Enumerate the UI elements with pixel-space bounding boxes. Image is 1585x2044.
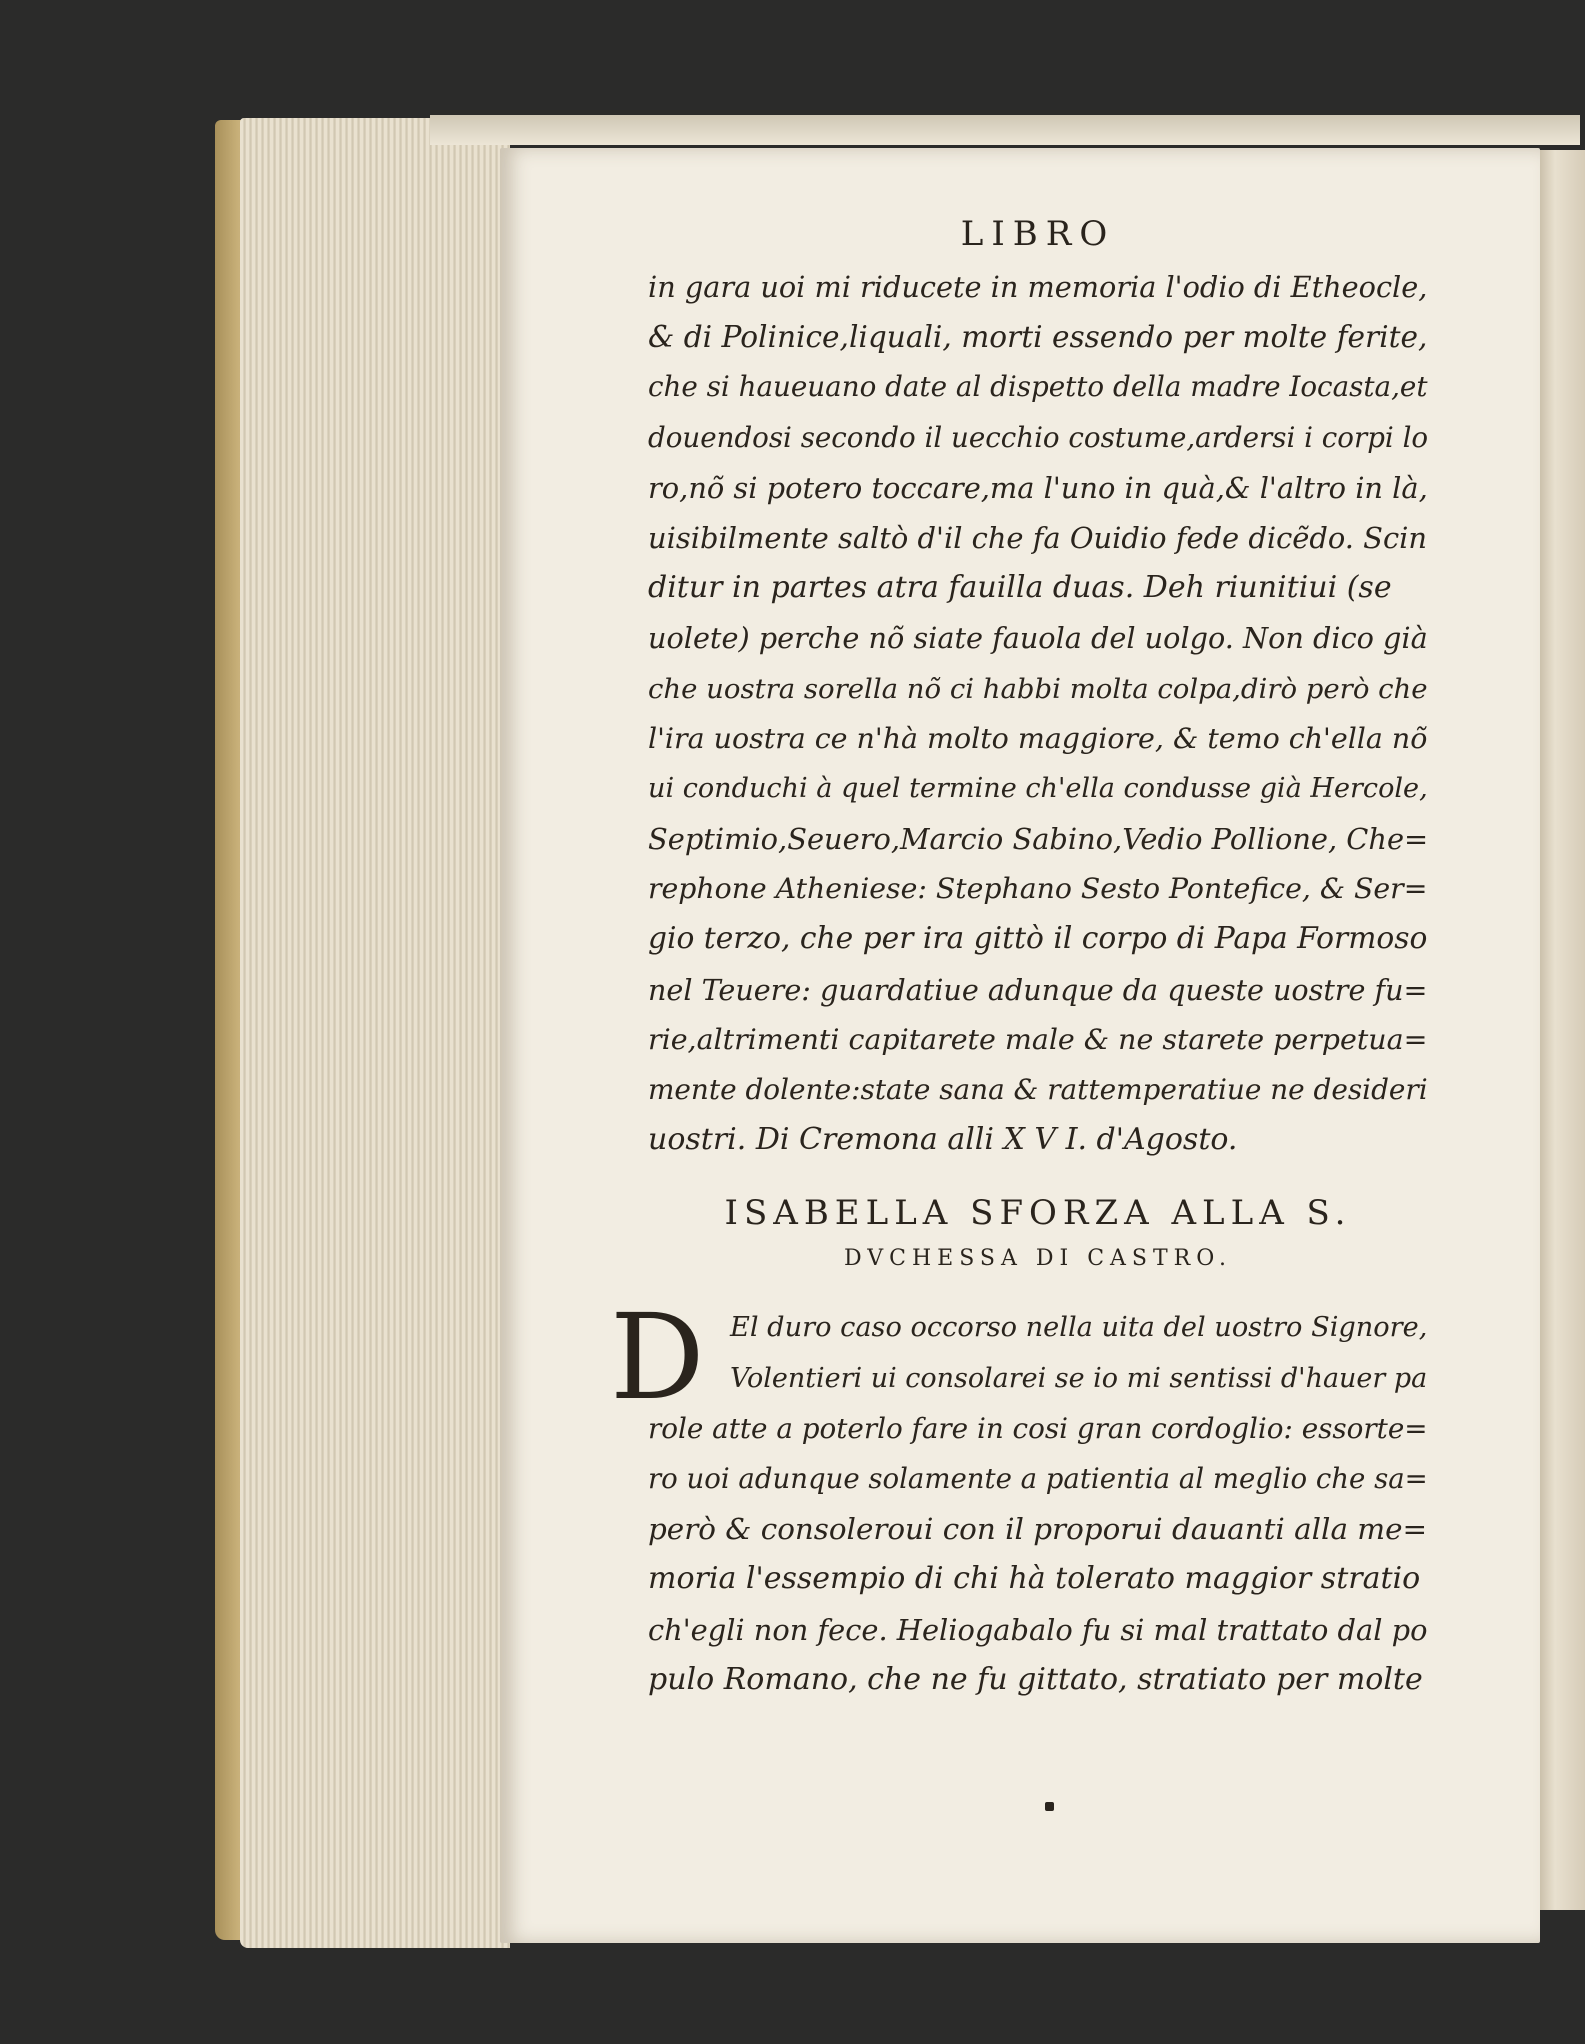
- text-line: ro uoi adunque solamente a patientia al meglio che sa=: [648, 1462, 1428, 1495]
- signature-mark: [1045, 1802, 1054, 1811]
- facing-page-edge: [1535, 150, 1585, 1910]
- text-line: ch'egli non fece. Heliogabalo fu si mal trattato dal po: [648, 1612, 1428, 1647]
- page-top-edge: [430, 115, 1580, 145]
- text-line: uolete) perche nõ siate fauola del uolgo. Non dico già: [648, 621, 1428, 656]
- text-line: & di Polinice,liquali, morti essendo per molte ferite,: [648, 320, 1428, 355]
- text-line: rephone Atheniese: Stephano Sesto Pontefice, & Ser=: [648, 872, 1428, 906]
- page-text: [610, 210, 1429, 1705]
- text-line: Volentieri ui consolarei se io mi sentissi d'hauer pa: [730, 1362, 1428, 1394]
- letter-continuation: [648, 262, 1428, 1165]
- text-line: l'ira uostra ce n'hà molto maggiore, & temo ch'ella nõ: [648, 721, 1428, 755]
- text-line: in gara uoi mi riducete in memoria l'odio di Etheocle,: [648, 270, 1428, 304]
- text-line: El duro caso occorso nella uita del uostro Signore,: [730, 1312, 1428, 1344]
- text-line: rie,altrimenti capitarete male & ne starete perpetua=: [648, 1022, 1428, 1056]
- text-line: gio terzo, che per ira gittò il corpo di Papa Formoso: [648, 921, 1428, 957]
- running-head: LIBRO: [960, 214, 1116, 254]
- text-line: ui conduchi à quel termine ch'ella condusse già Hercole,: [648, 772, 1428, 804]
- text-line: che uostra sorella nõ ci habbi molta colpa,dirò però che: [648, 672, 1428, 705]
- text-line: però & consoleroui con il proporui dauanti alla me=: [648, 1512, 1428, 1547]
- text-line: Septimio,Seuero,Marcio Sabino,Vedio Pollione, Che=: [648, 822, 1429, 857]
- text-line: nel Teuere: guardatiue adunque da queste uostre fu=: [648, 972, 1428, 1007]
- text-line: ro,nõ si potero toccare,ma l'uno in quà,& l'altro in là,: [648, 470, 1428, 505]
- text-line: che si haueuano date al dispetto della madre Iocasta,et: [648, 370, 1428, 404]
- text-line: douendosi secondo il uecchio costume,ardersi i corpi lo: [648, 420, 1429, 454]
- page-stack-edges: [240, 118, 510, 1948]
- text-line: role atte a poterlo fare in cosi gran cordoglio: essorte=: [648, 1411, 1428, 1445]
- drop-cap: D: [610, 1288, 705, 1427]
- letter-heading: ISABELLA SFORZA ALLA S.: [724, 1193, 1352, 1234]
- text-line: pulo Romano, che ne fu gittato, stratiato per molte: [648, 1661, 1423, 1697]
- text-line: mente dolente:state sana & rattemperatiue ne desideri: [648, 1073, 1428, 1106]
- text-line: uostri. Di Cremona alli X V I. d'Agosto.: [648, 1122, 1238, 1158]
- text-line: moria l'essempio di chi hà tolerato maggior stratio: [648, 1561, 1421, 1597]
- letter-subheading: DVCHESSA DI CASTRO.: [844, 1246, 1232, 1272]
- text-line: uisibilmente saltò d'il che fa Ouidio fede dicẽdo. Scin: [648, 520, 1428, 555]
- letter-body: [610, 1288, 1428, 1705]
- text-line: ditur in partes atra fauilla duas. Deh riunitiui (se: [648, 570, 1392, 606]
